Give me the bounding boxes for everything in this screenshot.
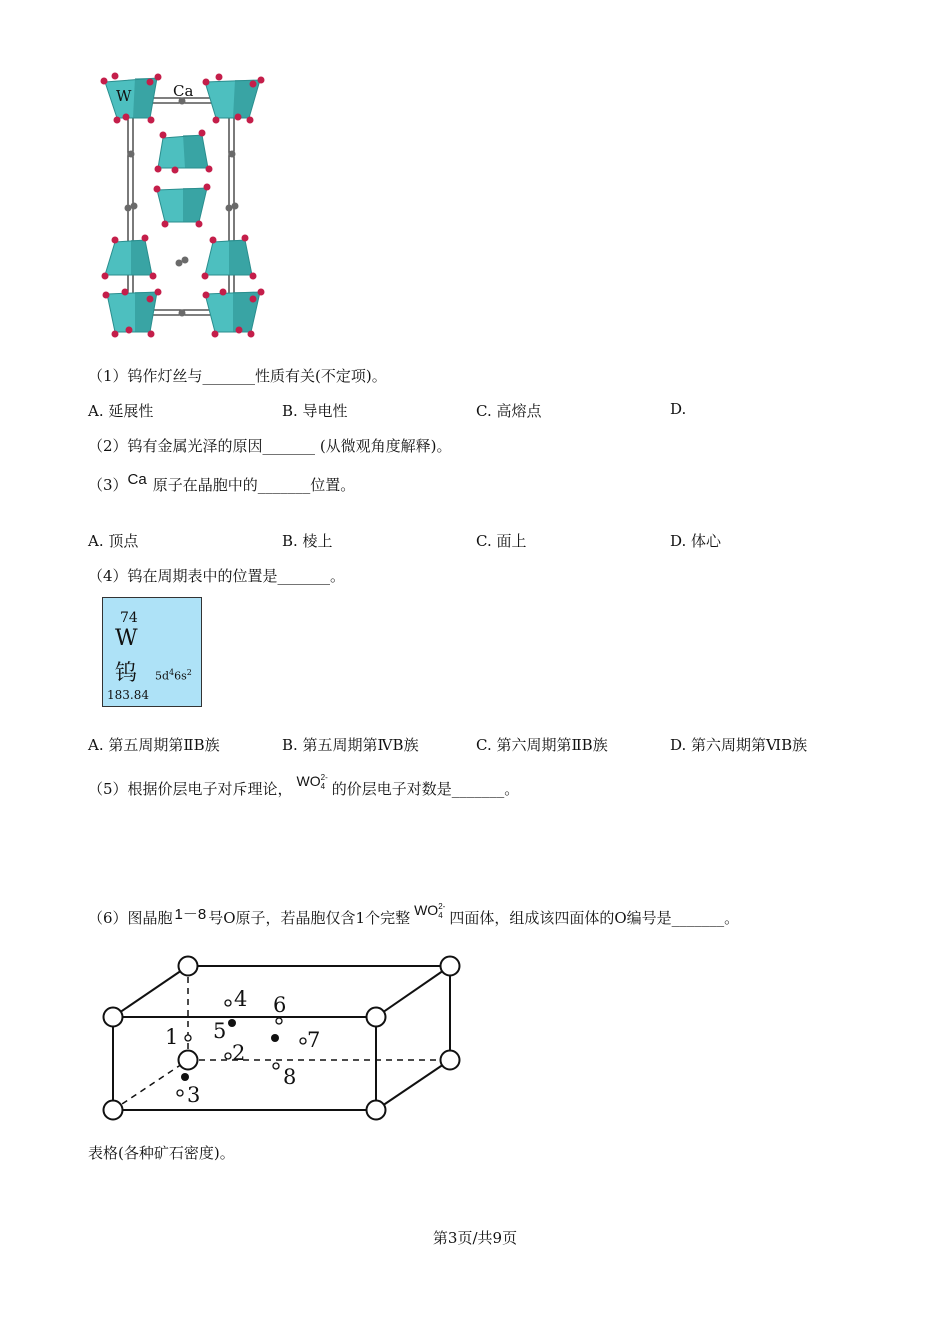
o-label-4: 4 [234,987,248,1011]
range-formula: 1－8 [174,906,207,923]
q3-option-b: B. 棱上 [282,532,333,550]
table-caption: 表格(各种矿石密度)。 [88,1144,235,1162]
q6-prefix: （6）图晶胞 [88,909,173,927]
q5-prefix: （5）根据价层电子对斥理论， [88,780,293,798]
q6-middle: 号O原子，若晶胞仅含1个完整 [208,909,411,927]
atomic-number: 74 [120,610,138,626]
element-name: 钨 [115,661,138,686]
page-footer: 第3页/共9页 [432,1229,518,1247]
o-label-8: 8 [283,1065,297,1089]
element-symbol: W [115,626,138,651]
w-label: W [116,87,132,105]
q3-option-a: A. 顶点 [88,532,139,550]
wo4-formula: WO 2- 4 [296,773,328,792]
o-label-7: 7 [307,1028,321,1052]
q1-option-c: C. 高熔点 [476,402,542,420]
ca-label: Ca [173,82,194,100]
question-1-stem: （1）钨作灯丝与_______性质有关(不定项)。 [88,367,387,385]
q1-option-a: A. 延展性 [88,402,154,420]
o-label-3: 3 [187,1083,201,1107]
question-4-stem: （4）钨在周期表中的位置是_______。 [88,567,346,585]
q4-option-a: A. 第五周期第ⅡB族 [88,736,220,754]
wo4-formula-2: WO 2- 4 [414,902,446,921]
question-2-stem: （2）钨有金属光泽的原因_______ (从微观角度解释)。 [88,437,452,455]
cawo4-crystal-diagram [95,70,275,345]
unit-cell-diagram [95,950,475,1125]
q3-prefix: （3） [88,476,128,494]
o-label-1: 1 [165,1025,179,1049]
q6-suffix: 四面体，组成该四面体的O编号是_______。 [449,909,740,927]
question-5-stem [88,773,520,799]
q1-option-d: D. [670,400,687,418]
q4-option-d: D. 第六周期第ⅥB族 [670,736,808,754]
q4-option-b: B. 第五周期第ⅣB族 [282,736,419,754]
q3-option-c: C. 面上 [476,532,527,550]
q3-suffix: 原子在晶胞中的_______位置。 [152,476,356,494]
atomic-mass: 183.84 [107,688,149,702]
o-label-2: 2 [232,1041,246,1065]
q4-option-c: C. 第六周期第ⅡB族 [476,736,608,754]
q1-option-b: B. 导电性 [282,402,348,420]
q3-option-d: D. 体心 [670,532,722,550]
question-3-stem [88,471,356,495]
periodic-table-cell [102,597,202,707]
question-6-stem [88,902,740,928]
electron-config: $5d^46s^2$ [155,668,192,683]
o-label-6: 6 [273,993,287,1017]
o-label-5: 5 [213,1019,227,1043]
ca-formula: Ca [127,471,147,488]
q5-suffix: 的价层电子对数是_______。 [331,780,520,798]
